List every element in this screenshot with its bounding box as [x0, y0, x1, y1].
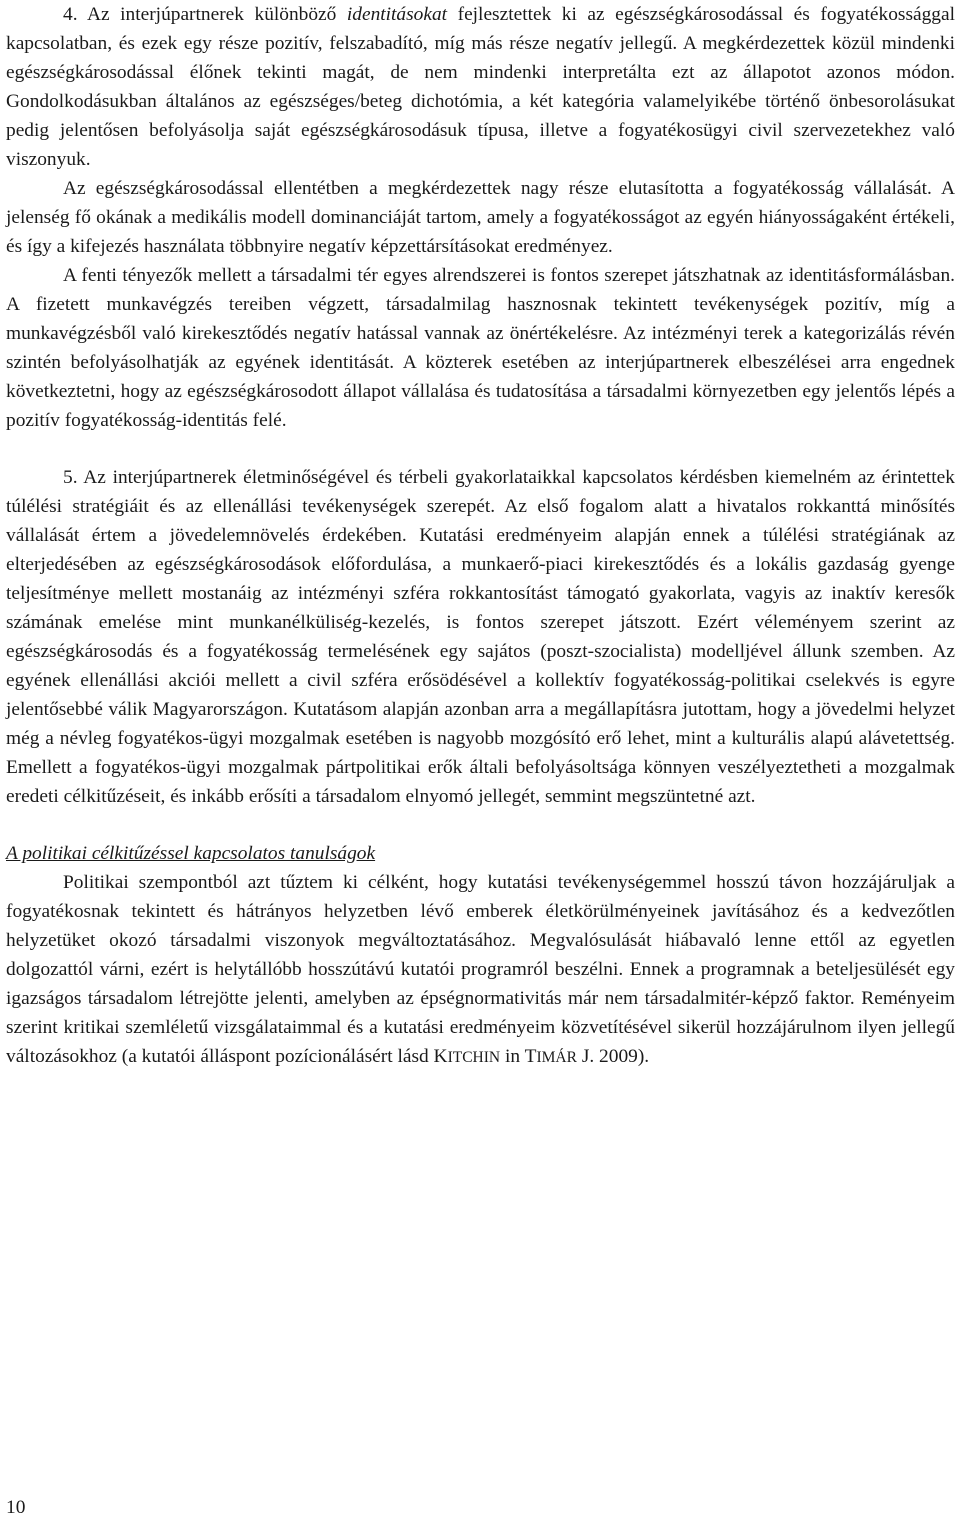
paragraph-4-text-a: 4. Az interjúpartnerek különböző [63, 4, 347, 25]
paragraph-5: 5. Az interjúpartnerek életminőségével és térbeli gyakorlataikkal kapcsolatos kérdésben kiemelném az érintettek túlélési stratégiáit és az ellenállási tevékenységek szerepét. Az első fogalom alatt a hivatalos rokkanttá minősítés vállalását értem a jövedelemnövelés érdekében. Kutatási eredményeim alapján ennek a túlélési stratégiának az elterjedésében az egészségkárosodások előfordulása, a munkaerő-piaci kirekesztődés és a lokális gazdaság gyenge teljesítménye mellett mostanáig az intézményi szféra rokkantosítást támogató gyakorlata, vagyis az inaktív keresők számának emelése mint munkanélküliség-kezelés, is fontos szerepet játszott. Ezért véleményem szerint az egészségkárosodás és a fogyatékosság termelésének egy sajátos (poszt-szocialista) modelljével állunk szemben. Az egyének ellenállási akciói mellett a civil szféra erősödésével a kollektív fogyatékosság-politikai cselekvés is egyre jelentősebbé válik Magyarországon. Kutatásom alapján azonban arra a megállapításra jutottam, hogy a jövedelmi helyzet még a névleg fogyatékos-ügyi mozgalmak esetében is nagyobb mozgósító erő lehet, mint a kulturális alapú alávetettség. Emellett a fogyatékos-ügyi mozgalmak pártpolitikai erők általi befolyásoltsága könnyen veszélyeztetheti a mozgalmak eredeti célkitűzéseit, és inkább erősíti a társadalom elnyomó jellegét, semmint megszüntetné azt. [6, 467, 955, 807]
section-heading: A politikai célkitűzéssel kapcsolatos tanulságok [6, 843, 376, 864]
paragraph-4-spaces: A fenti tényezők mellett a társadalmi tér egyes alrendszerei is fontos szerepet játszhatnak az identitásformálásban. A fizetett munkavégzés tereiben végzett, társadalmilag hasznosnak tekintett tevékenységek pozitív, míg a munkavégzésből való kirekesztődés negatív hatással vannak az önértékelésre. Az intézményi terek a kategorizálás révén szintén befolyásolhatják az egyének identitását. A közterek esetében az interjúpartnerek elbeszélései arra engednek következtetni, hogy az egészségkárosodott állapot vállalása és tudatosítása a társadalmi környezetben egy jelentős lépés a pozitív fogyatékosság-identitás felé. [6, 265, 955, 431]
paragraph-political-text: Politikai szempontból azt tűztem ki célként, hogy kutatási tevékenységemmel hosszú távon hozzájáruljak a fogyatékosnak tekintett és hátrányos helyzetben lévő emberek életkörülményeinek javításához és a kedvezőtlen helyzetüket okozó társadalmi viszonyok megváltoztatásához. Megvalósulását hiábavaló lenne ettől az egyetlen dolgozattól várni, ezért is helytállóbb hosszútávú kutatói programról beszélni. Ennek a programnak a beteljesülését egy igazságos társadalom létrejötte jelenti, amelyben az épségnormativitás már nem társadalmitér-képző faktor. Reményeim szerint kritikai szemléletű vizsgálataimmal és a kutatási eredményeim közvetítésével sikerül hozzájárulnom ilyen jellegű változásokhoz (a kutatói álláspont pozícionálásért lásd [6, 872, 955, 1067]
citation-kitchin-rest: ITCHIN [447, 1049, 501, 1066]
document-page [6, 0, 955, 1072]
paragraph-4-text-c: fejlesztettek ki az egészségkárosodással és fogyatékossággal kapcsolatban, és ezek egy része pozitív, felszabadító, míg más része negatív jellegű. A megkérdezettek közül mindenki egészségkárosodással élőnek tekinti magát, de nem mindenki interpretálta ezt az állapotot azonos módon. Gondolkodásukban általános az egészséges/beteg dichotómia, a két kategória valamelyikébe történő önbesorolásukat pedig jelentősen befolyásolja saját egészségkárosodásuk típusa, illetve a fogyatékosügyi civil szervezetekhez való viszonyuk. [6, 4, 955, 170]
paragraph-4 [6, 0, 955, 174]
citation-kitchin-initial: K [433, 1046, 448, 1067]
spacer [6, 811, 955, 839]
citation-timar-rest: IMÁR [536, 1049, 577, 1066]
citation-timar-initial: T [524, 1046, 537, 1067]
spacer [6, 435, 955, 463]
citation-connector: in [500, 1046, 525, 1067]
paragraph-political [6, 868, 955, 1072]
paragraph-4-continued: Az egészségkárosodással ellentétben a megkérdezettek nagy része elutasította a fogyatékosság vállalását. A jelenség fő okának a medikális modell dominanciáját tartom, amely a fogyatékosságot az egyén hiányosságaként értékeli, és így a kifejezés használata többnyire negatív képzettársításokat eredményez. [6, 178, 955, 257]
page-number: 10 [6, 1497, 26, 1518]
paragraph-4-emphasis: identitásokat [346, 4, 448, 25]
citation-end: J. 2009). [576, 1046, 650, 1067]
